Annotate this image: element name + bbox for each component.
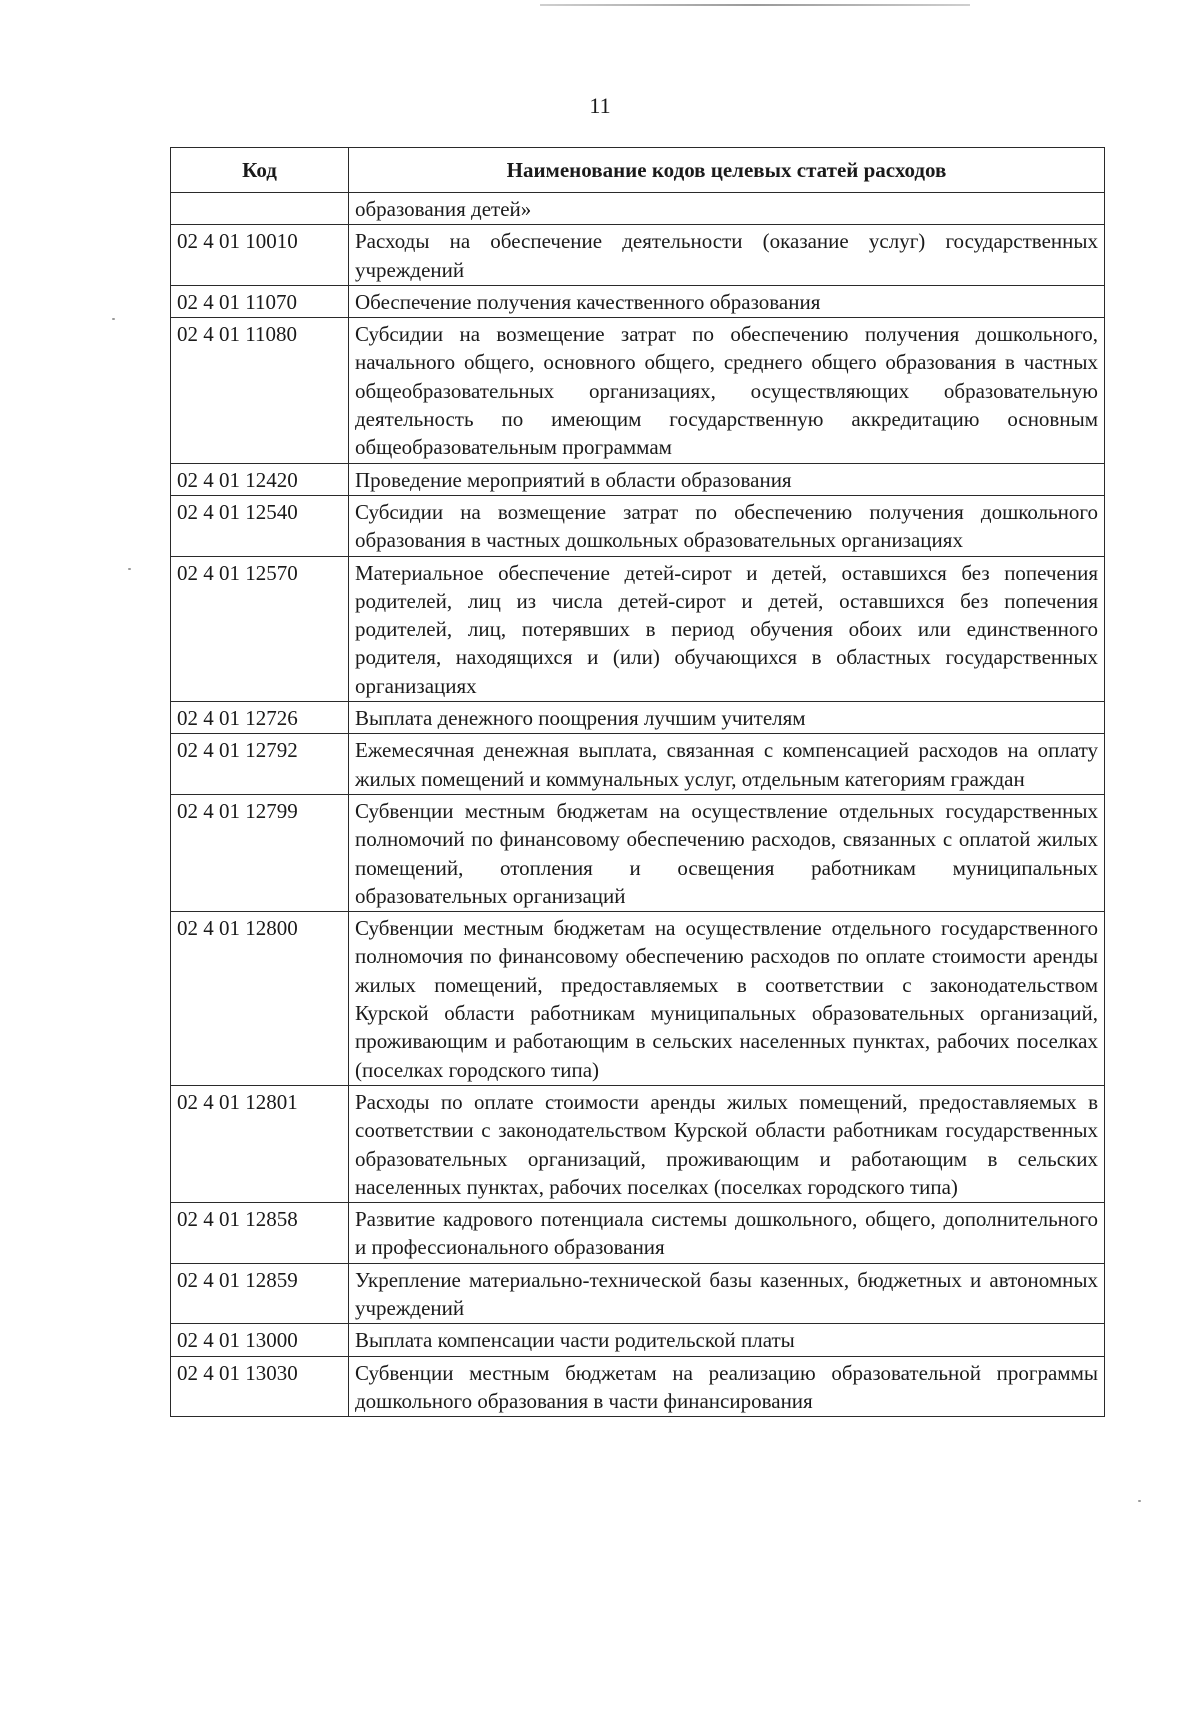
row-code: 02 4 01 13030	[171, 1356, 349, 1417]
table-row	[171, 794, 1105, 911]
scan-speck	[128, 568, 131, 570]
row-code: 02 4 01 10010	[171, 225, 349, 286]
row-name: Укрепление материально-технической базы казенных, бюджетных и автономных учреждений	[349, 1263, 1105, 1324]
row-code: 02 4 01 12726	[171, 702, 349, 734]
row-code: 02 4 01 12570	[171, 556, 349, 701]
table-row	[171, 702, 1105, 734]
row-name: Субсидии на возмещение затрат по обеспечению получения дошкольного образования в частных дошкольных образовательных организациях	[349, 495, 1105, 556]
row-code: 02 4 01 12540	[171, 495, 349, 556]
row-code: 02 4 01 12420	[171, 463, 349, 495]
row-code: 02 4 01 11070	[171, 285, 349, 317]
scan-speck	[1138, 1500, 1141, 1502]
table-row	[171, 1356, 1105, 1417]
table-row	[171, 285, 1105, 317]
scan-speck	[112, 318, 115, 320]
name-column-header: Наименование кодов целевых статей расходов	[349, 148, 1105, 193]
row-name: Субвенции местным бюджетам на осуществление отдельного государственного полномочия по финансовому обеспечению расходов по оплате стоимости аренды жилых помещений, предоставляемых в соответствии с законодательством Курской области работникам муниципальных образовательных организаций, проживающим и работающим в сельских населенных пунктах, рабочих поселках (поселках городского типа)	[349, 912, 1105, 1086]
row-code: 02 4 01 12859	[171, 1263, 349, 1324]
table-row	[171, 1324, 1105, 1356]
row-name: Выплата денежного поощрения лучшим учителям	[349, 702, 1105, 734]
row-code: 02 4 01 12858	[171, 1203, 349, 1264]
row-name: Расходы на обеспечение деятельности (оказание услуг) государственных учреждений	[349, 225, 1105, 286]
table-row	[171, 225, 1105, 286]
table-row	[171, 1203, 1105, 1264]
row-code: 02 4 01 12799	[171, 794, 349, 911]
row-name: Расходы по оплате стоимости аренды жилых помещений, предоставляемых в соответствии с законодательством Курской области работникам государственных образовательных организаций, проживающим и работающим в сельских населенных пунктах, рабочих поселках (поселках городского типа)	[349, 1085, 1105, 1202]
scan-artifact-line	[540, 4, 970, 6]
row-code	[171, 193, 349, 225]
row-code: 02 4 01 13000	[171, 1324, 349, 1356]
row-code: 02 4 01 12792	[171, 734, 349, 795]
table-row	[171, 1085, 1105, 1202]
row-name: Субвенции местным бюджетам на реализацию образовательной программы дошкольного образования в части финансирования	[349, 1356, 1105, 1417]
row-name: Развитие кадрового потенциала системы дошкольного, общего, дополнительного и профессионального образования	[349, 1203, 1105, 1264]
row-name: Субсидии на возмещение затрат по обеспечению получения дошкольного, начального общего, основного общего, среднего общего образования в частных общеобразовательных организациях, осуществляющих образовательную деятельность по имеющим государственную аккредитацию основным общеобразовательным программам	[349, 318, 1105, 463]
row-code: 02 4 01 12800	[171, 912, 349, 1086]
table-row	[171, 193, 1105, 225]
table-header-row	[171, 148, 1105, 193]
row-name: Обеспечение получения качественного образования	[349, 285, 1105, 317]
row-code: 02 4 01 12801	[171, 1085, 349, 1202]
table-row	[171, 495, 1105, 556]
row-name: Выплата компенсации части родительской платы	[349, 1324, 1105, 1356]
page-number: 11	[589, 93, 611, 118]
row-name: Субвенции местным бюджетам на осуществление отдельных государственных полномочий по финансовому обеспечению расходов, связанных с оплатой жилых помещений, отопления и освещения работникам муниципальных образовательных организаций	[349, 794, 1105, 911]
table-row	[171, 912, 1105, 1086]
table-row	[171, 318, 1105, 463]
table-row	[171, 556, 1105, 701]
row-name: Проведение мероприятий в области образования	[349, 463, 1105, 495]
target-expense-codes-table	[170, 147, 1105, 1417]
row-name: Ежемесячная денежная выплата, связанная с компенсацией расходов на оплату жилых помещений и коммунальных услуг, отдельным категориям граждан	[349, 734, 1105, 795]
code-column-header: Код	[171, 148, 349, 193]
row-name: образования детей»	[349, 193, 1105, 225]
table-row	[171, 1263, 1105, 1324]
row-code: 02 4 01 11080	[171, 318, 349, 463]
table-row	[171, 463, 1105, 495]
row-name: Материальное обеспечение детей-сирот и детей, оставшихся без попечения родителей, лиц из числа детей-сирот и детей, оставшихся без попечения родителей, лиц, потерявших в период обучения обоих или единственного родителя, находящихся и (или) обучающихся в областных государственных организациях	[349, 556, 1105, 701]
table-row	[171, 734, 1105, 795]
